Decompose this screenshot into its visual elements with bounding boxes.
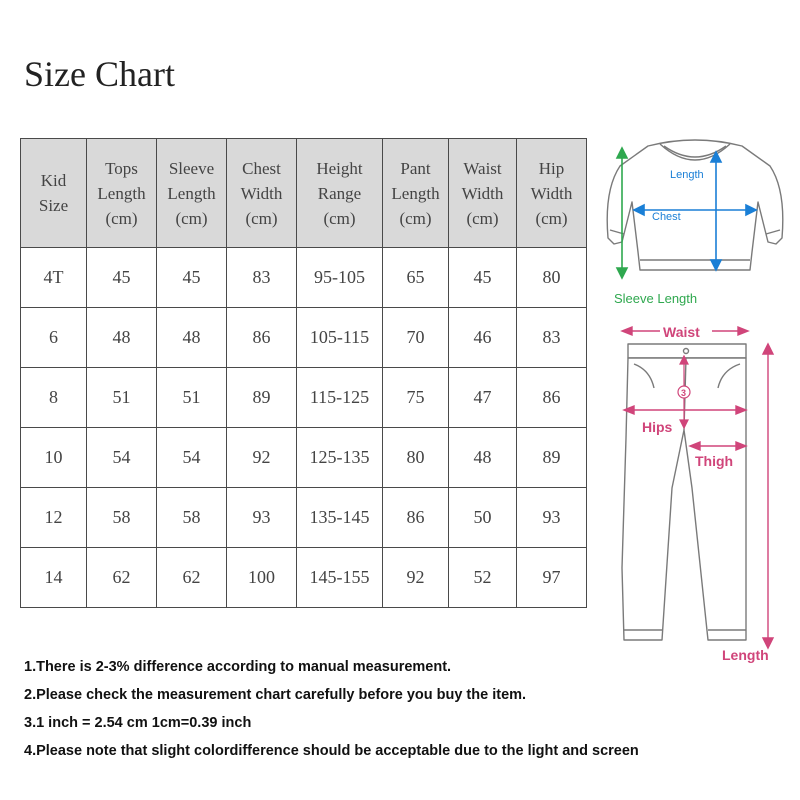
note-item: 4.Please note that slight colordifference should be acceptable due to the light and screen [24,743,639,759]
header-line: Length [391,183,440,203]
table-row [21,368,587,428]
header-kid-size [21,139,87,248]
table-row [21,488,587,548]
table-cell: 46 [449,308,517,368]
sweater-diagram [600,132,790,310]
header-line: Size [38,196,69,215]
table-cell: 54 [157,428,227,488]
table-cell: 52 [449,548,517,608]
table-cell: 93 [227,488,297,548]
table-cell: 100 [227,548,297,608]
header-line: Width [461,183,504,203]
table-cell: 48 [449,428,517,488]
thigh-label: Thigh [695,453,734,469]
header-line: Length [97,183,146,203]
header-tops-length [87,139,157,248]
length-arrow [763,344,773,648]
table-cell: 51 [87,368,157,428]
table-cell: 135-145 [297,488,383,548]
table-cell: 92 [383,548,449,608]
table-cell: 62 [87,548,157,608]
table-cell-size: 10 [21,428,87,488]
header-line: Range [317,183,362,203]
length-label: Length [670,169,704,181]
table-cell: 65 [383,248,449,308]
pants-length-label: Length [722,647,769,663]
table-cell: 86 [383,488,449,548]
table-cell: 58 [157,488,227,548]
table-cell: 125-135 [297,428,383,488]
header-line: (cm) [399,208,432,228]
table-cell: 145-155 [297,548,383,608]
table-cell-size: 14 [21,548,87,608]
table-cell: 45 [157,248,227,308]
table-cell-size: 4T [21,248,87,308]
table-cell: 86 [227,308,297,368]
size-table [20,138,587,608]
header-line: (cm) [175,208,208,228]
rise-marker-label: 3 [681,388,687,398]
header-line: Hip [538,158,565,178]
waist-label: Waist [663,324,700,340]
table-cell: 50 [449,488,517,548]
table-cell: 45 [449,248,517,308]
table-cell: 80 [383,428,449,488]
table-cell-size: 8 [21,368,87,428]
table-cell: 48 [87,308,157,368]
header-line: Width [530,183,573,203]
header-line: Kid [40,171,67,190]
sleeve-length-label: Sleeve Length [614,291,698,306]
table-cell: 70 [383,308,449,368]
header-height-range [297,139,383,248]
header-line: Chest [242,158,281,178]
header-pant-length [383,139,449,248]
table-cell: 58 [87,488,157,548]
table-cell: 97 [517,548,587,608]
note-item: 2.Please check the measurement chart carefully before you buy the item. [24,687,527,703]
header-sleeve-length [157,139,227,248]
header-line: (cm) [323,208,356,228]
header-line: Waist [463,158,502,178]
header-line: Tops [105,158,138,178]
table-cell: 80 [517,248,587,308]
table-cell: 47 [449,368,517,428]
table-cell: 89 [227,368,297,428]
table-row [21,548,587,608]
pants-diagram [610,318,790,668]
table-row [21,428,587,488]
table-header-row [21,139,587,248]
table-cell: 45 [87,248,157,308]
notes-list [24,656,639,768]
header-line: (cm) [245,208,278,228]
header-line: Sleeve [168,158,215,178]
header-line: Length [167,183,216,203]
header-line: (cm) [535,208,568,228]
table-cell: 83 [227,248,297,308]
table-cell: 62 [157,548,227,608]
table-cell-size: 6 [21,308,87,368]
header-line: Height [316,158,363,178]
table-cell: 89 [517,428,587,488]
table-cell: 75 [383,368,449,428]
table-cell: 48 [157,308,227,368]
sweater-outline [607,140,783,270]
table-cell: 51 [157,368,227,428]
table-row [21,248,587,308]
header-line: (cm) [466,208,499,228]
header-line: Pant [400,158,431,178]
chest-label: Chest [652,211,681,223]
table-cell: 105-115 [297,308,383,368]
table-cell: 86 [517,368,587,428]
table-cell: 95-105 [297,248,383,308]
note-item: 1.There is 2-3% difference according to manual measurement. [24,659,452,675]
table-cell-size: 12 [21,488,87,548]
header-line: Width [240,183,283,203]
header-line: (cm) [105,208,138,228]
table-cell: 115-125 [297,368,383,428]
note-item: 3.1 inch = 2.54 cm 1cm=0.39 inch [24,715,252,731]
table-row [21,308,587,368]
table-cell: 83 [517,308,587,368]
header-hip-width [517,139,587,248]
header-chest-width [227,139,297,248]
page-title: Size Chart [24,54,175,94]
header-waist-width [449,139,517,248]
table-cell: 93 [517,488,587,548]
table-cell: 92 [227,428,297,488]
hips-label: Hips [642,419,673,435]
table-cell: 54 [87,428,157,488]
